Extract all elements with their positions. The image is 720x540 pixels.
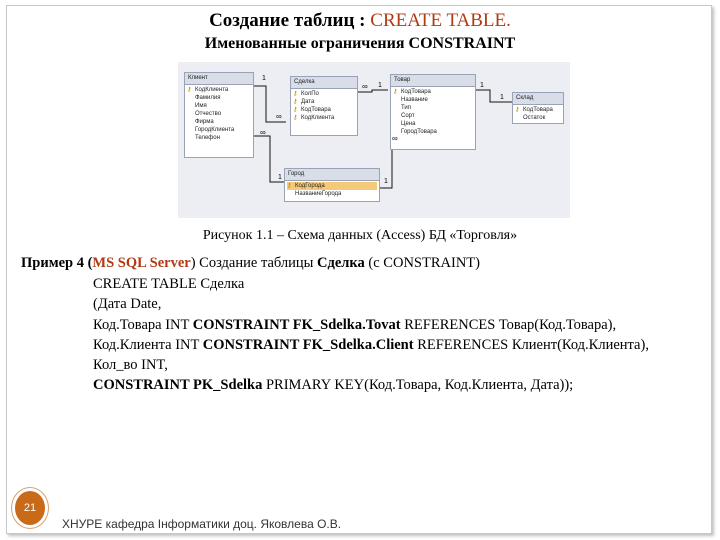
table-sdelka[interactable]	[290, 76, 358, 136]
title-accent: CREATE TABLE.	[370, 10, 511, 31]
field-row: Цена	[401, 121, 416, 127]
title-prefix: Создание таблиц :	[209, 10, 371, 31]
rel-one-label: 1	[278, 174, 282, 181]
rel-one-label: 1	[480, 82, 484, 89]
table-gorod[interactable]	[284, 168, 380, 202]
example-heading: Пример 4 (MS SQL Server) Создание таблицы Сделка (с CONSTRAINT)	[21, 255, 480, 271]
rel-one-label: 1	[384, 178, 388, 185]
field-row: ⚷ КодТовара	[515, 107, 553, 113]
field-row-selected: ⚷ КодГорода	[287, 182, 377, 190]
primary-key-icon: ⚷	[293, 107, 298, 113]
code-line: (Дата Date,	[93, 296, 162, 313]
field-row: Сорт	[401, 113, 415, 119]
code-line: Кол_во INT,	[93, 357, 168, 374]
table-klient-title: Клиент	[185, 73, 253, 85]
rel-many-label: ∞	[276, 112, 282, 121]
code-line: CONSTRAINT PK_Sdelka PRIMARY KEY(Код.Товара, Код.Клиента, Дата));	[93, 377, 574, 394]
primary-key-icon: ⚷	[293, 99, 298, 105]
code-line: Код.Клиента INT CONSTRAINT FK_Sdelka.Client REFERENCES Клиент(Код.Клиента),	[93, 336, 649, 353]
field-row: Отчество	[195, 111, 222, 117]
rel-many-label: ∞	[362, 82, 368, 91]
primary-key-icon: ⚷	[293, 91, 298, 97]
field-row: Имя	[195, 103, 207, 109]
code-line: Код.Товара INT CONSTRAINT FK_Sdelka.Tovat REFERENCES Товар(Код.Товара),	[93, 316, 617, 333]
field-row: ГородТовара	[401, 129, 437, 135]
rel-many-label: ∞	[392, 134, 398, 143]
primary-key-icon: ⚷	[293, 115, 298, 121]
primary-key-icon: ⚷	[393, 89, 398, 95]
footer-text: ХНУРЕ кафедра Інформатики доц. Яковлева О.В.	[62, 517, 342, 531]
primary-key-icon: ⚷	[187, 87, 192, 93]
field-row: ⚷ КодТовара	[293, 107, 331, 113]
rel-many-label: ∞	[260, 128, 266, 137]
field-row: ГородКлиента	[195, 127, 235, 133]
field-row: Фамилия	[195, 95, 221, 101]
field-row: ⚷ КодКлиента	[187, 87, 229, 93]
table-tovar-title: Товар	[391, 75, 475, 87]
field-row: ⚷ Дата	[293, 99, 315, 105]
field-row: ⚷ КодТовара	[393, 89, 431, 95]
rel-one-label: 1	[378, 82, 382, 89]
schema-diagram	[178, 62, 570, 218]
example-label: Пример 4	[21, 255, 84, 271]
rel-one-label: 1	[262, 75, 266, 82]
table-sklad-title: Склад	[513, 93, 563, 105]
table-klient[interactable]	[184, 72, 254, 158]
table-sdelka-title: Сделка	[291, 77, 357, 89]
table-gorod-title: Город	[285, 169, 379, 181]
field-row: Название	[401, 97, 428, 103]
code-line: CREATE TABLE Сделка	[93, 276, 245, 292]
field-row: Остаток	[523, 115, 546, 121]
table-name: Сделка	[317, 255, 365, 271]
table-sklad[interactable]	[512, 92, 564, 124]
field-row: ⚷ КодКлиента	[293, 115, 335, 121]
field-row: Телефон	[195, 135, 220, 141]
slide-title	[0, 10, 720, 32]
field-row: ⚷ КолПо	[293, 91, 319, 97]
field-row: Фирма	[195, 119, 214, 125]
table-tovar[interactable]	[390, 74, 476, 150]
page-number-badge: 21	[15, 491, 45, 525]
rel-one-label: 1	[500, 94, 504, 101]
sql-code	[93, 274, 649, 396]
field-row: НазваниеГорода	[295, 191, 342, 197]
slide-subtitle: Именованные ограничения CONSTRAINT	[204, 35, 516, 52]
field-row: Тип	[401, 105, 412, 111]
primary-key-icon: ⚷	[287, 183, 292, 189]
primary-key-icon: ⚷	[515, 107, 520, 113]
dbms-name: MS SQL Server	[92, 255, 191, 271]
figure-caption: Рисунок 1.1 – Схема данных (Access) БД «Торговля»	[202, 228, 518, 243]
